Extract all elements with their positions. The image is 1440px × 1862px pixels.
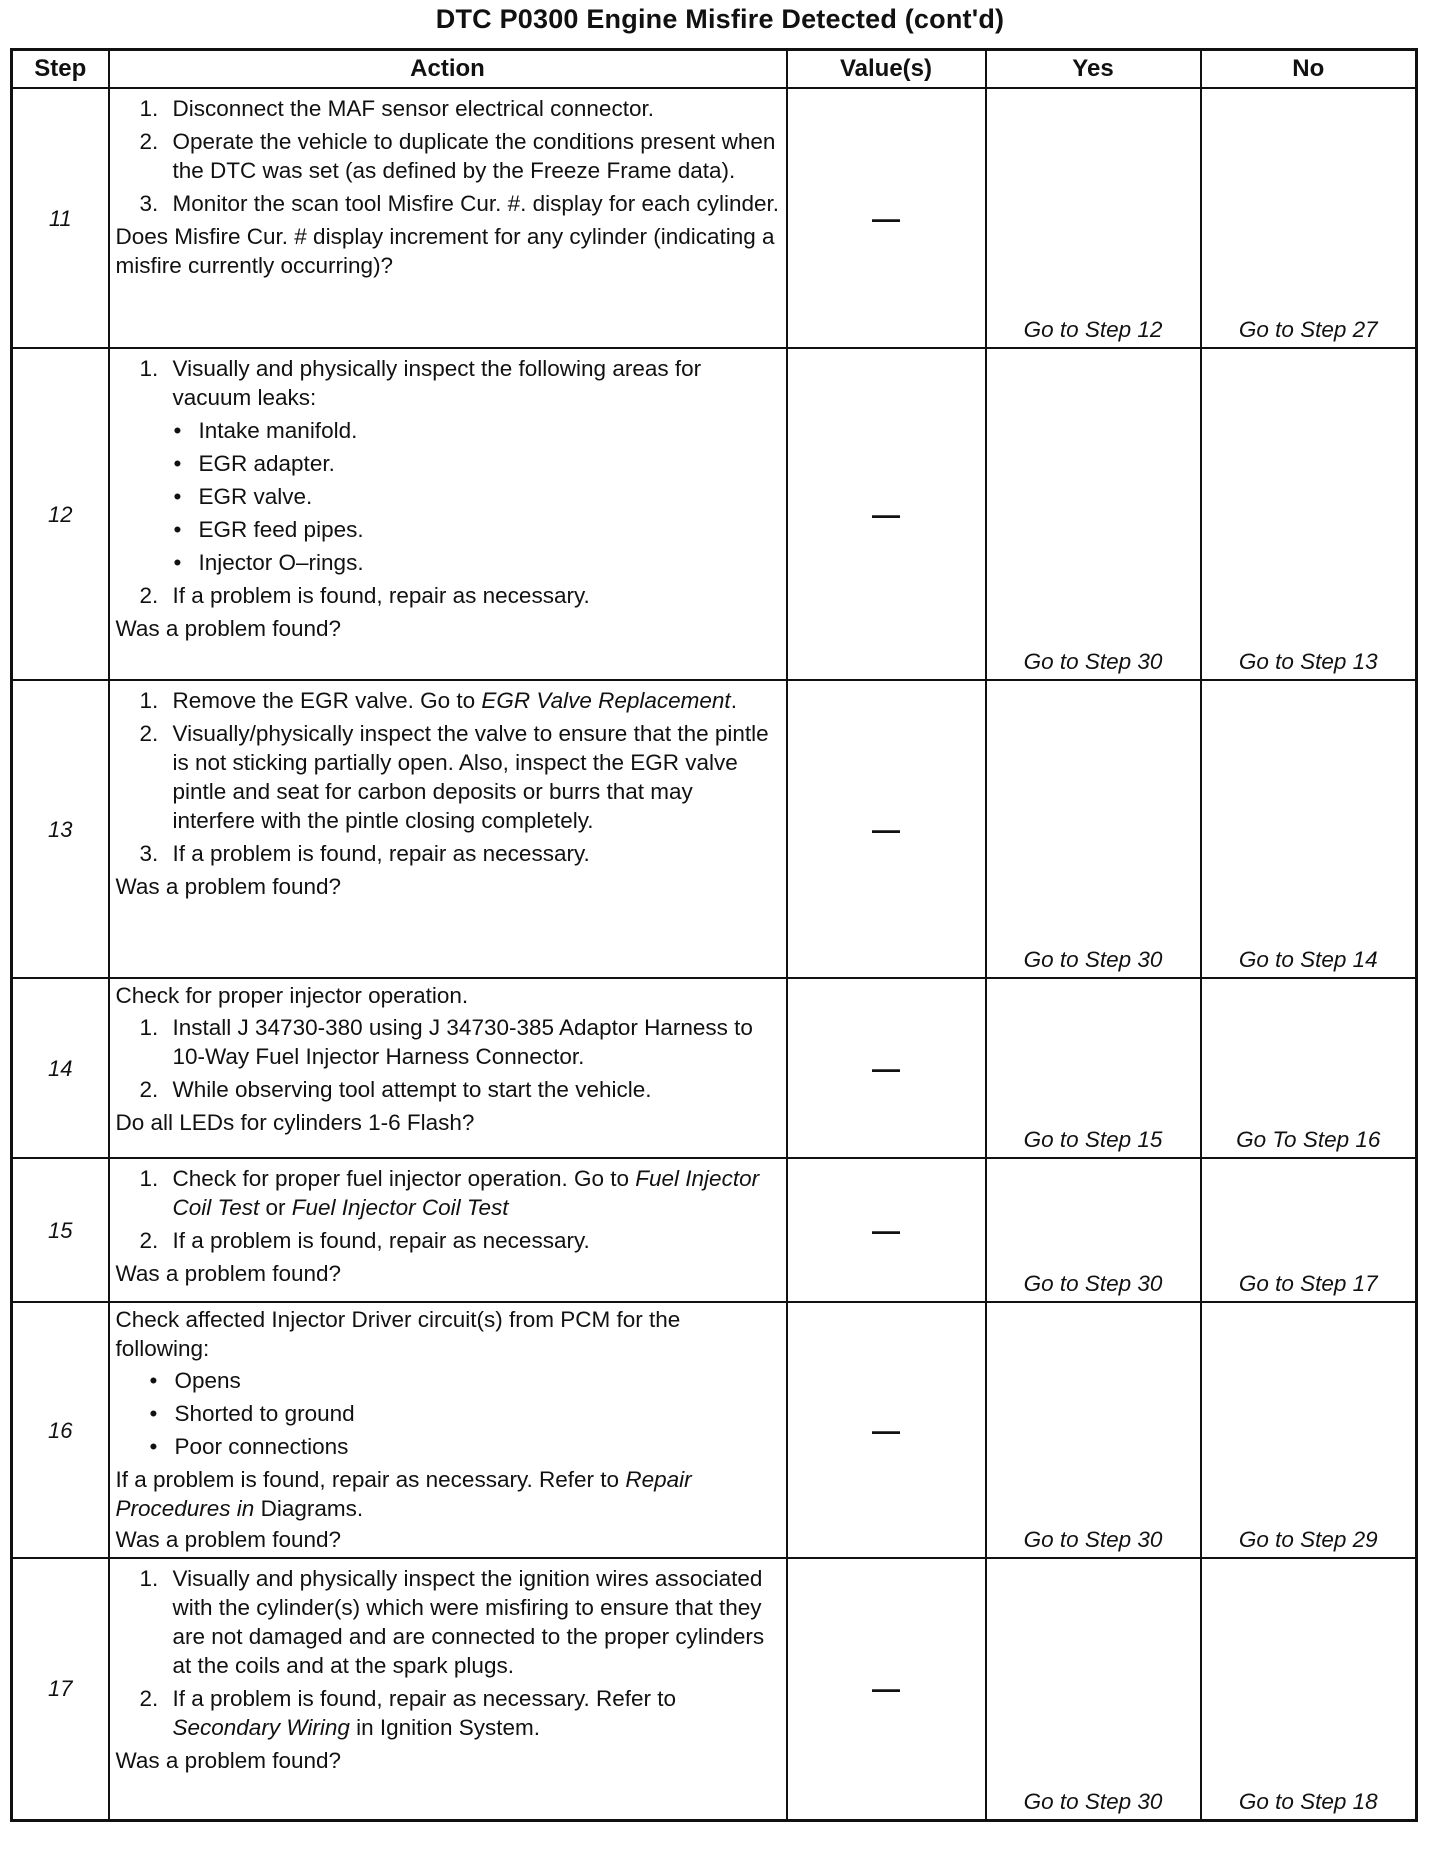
diagnostic-table xyxy=(10,48,1418,1822)
action-item: If a problem is found, repair as necessary. xyxy=(172,1228,590,1253)
page-title: DTC P0300 Engine Misfire Detected (cont'd) xyxy=(435,4,1005,34)
action-cell: 1. Visually and physically inspect the ignition wires associated with the cylinder(s) which were misfiring to ensure that they are not damaged and are connected to the proper cylinders at the coils and at the spark plugs. 2. If a problem is found, repair as necessary. Refer to Secondary Wiring in Ignition System. Was a problem found? xyxy=(109,1558,787,1820)
header-row xyxy=(12,50,1417,89)
bullet-item: Poor connections xyxy=(174,1434,349,1459)
yes-goto: Go to Step 30 xyxy=(986,1302,1201,1558)
value-cell: — xyxy=(787,978,986,1158)
question: Do all LEDs for cylinders 1-6 Flash? xyxy=(115,1110,475,1135)
bullet-item: Injector O–rings. xyxy=(198,550,364,575)
bullet-item: EGR adapter. xyxy=(198,451,335,476)
value-cell: — xyxy=(787,348,986,680)
step-row-11 xyxy=(12,88,1417,348)
yes-goto: Go to Step 30 xyxy=(986,1158,1201,1302)
no-goto: Go to Step 29 xyxy=(1201,1302,1417,1558)
step-number: 15 xyxy=(12,1158,109,1302)
question: Was a problem found? xyxy=(115,1748,342,1773)
question: Was a problem found? xyxy=(115,874,342,899)
step-number: 17 xyxy=(12,1558,109,1820)
step-number: 13 xyxy=(12,680,109,978)
no-goto: Go to Step 17 xyxy=(1201,1158,1417,1302)
step-row-14 xyxy=(12,978,1417,1158)
value-cell: — xyxy=(787,1158,986,1302)
action-item: If a problem is found, repair as necessary. xyxy=(172,841,590,866)
no-goto: Go to Step 27 xyxy=(1201,88,1417,348)
yes-goto: Go to Step 30 xyxy=(986,1558,1201,1820)
step-number: 11 xyxy=(12,88,109,348)
value-cell: — xyxy=(787,680,986,978)
step-row-17 xyxy=(12,1558,1417,1820)
action-item: Disconnect the MAF sensor electrical connector. xyxy=(172,96,654,121)
step-number: 12 xyxy=(12,348,109,680)
manual-reference: EGR Valve Replacement xyxy=(481,688,731,713)
question: Was a problem found? xyxy=(115,1261,342,1286)
action-intro: Check affected Injector Driver circuit(s) from PCM for the following: xyxy=(115,1307,681,1361)
question: Was a problem found? xyxy=(115,1527,342,1552)
action-cell: 1. Remove the EGR valve. Go to EGR Valve Replacement. 2. Visually/physically inspect the valve to ensure that the pintle is not sticking partially open. Also, inspect the EGR valve pintle and seat for carbon deposits or burrs that may interfere with the pintle closing completely. 3. If a problem is found, repair as necessary. Was a problem found? xyxy=(109,680,787,978)
action-item: While observing tool attempt to start the vehicle. xyxy=(172,1077,652,1102)
question: Was a problem found? xyxy=(115,616,342,641)
manual-reference: Secondary Wiring xyxy=(172,1715,350,1740)
action-item: If a problem is found, repair as necessary. Refer to xyxy=(172,1686,677,1711)
step-row-16 xyxy=(12,1302,1417,1558)
action-item: Visually and physically inspect the following areas for vacuum leaks: xyxy=(172,356,702,410)
header-step: Step xyxy=(12,50,109,89)
header-action: Action xyxy=(109,50,787,89)
manual-section: Diagrams. xyxy=(260,1496,364,1521)
action-cell: 1. Check for proper fuel injector operation. Go to Fuel Injector Coil Test or Fuel Injector Coil Test 2. If a problem is found, repair as necessary. Was a problem found? xyxy=(109,1158,787,1302)
action-cell: Check affected Injector Driver circuit(s) from PCM for the following: • Opens • Shorted to ground • Poor connections If a problem is found, repair as necessary. Refer to Repair Procedures in Diagrams. Was a problem found? xyxy=(109,1302,787,1558)
manual-reference: Repair Procedures in xyxy=(115,1467,692,1521)
yes-goto: Go to Step 30 xyxy=(986,348,1201,680)
header-no: No xyxy=(1201,50,1417,89)
action-item: Remove the EGR valve. Go to xyxy=(172,688,476,713)
action-cell: 1. Visually and physically inspect the following areas for vacuum leaks: • Intake manifold. • EGR adapter. • EGR valve. • EGR feed pipes. • Injector O–rings. 2. If a problem is found, repair as necessary. Was a problem found? xyxy=(109,348,787,680)
action-item: Operate the vehicle to duplicate the conditions present when the DTC was set (as defined by the Freeze Frame data). xyxy=(172,129,776,183)
action-intro: Check for proper injector operation. xyxy=(115,983,469,1008)
bullet-item: Shorted to ground xyxy=(174,1401,355,1426)
bullet-item: Opens xyxy=(174,1368,241,1393)
manual-reference: Fuel Injector Coil Test xyxy=(291,1195,509,1220)
action-item: If a problem is found, repair as necessary. xyxy=(172,583,590,608)
header-values: Value(s) xyxy=(787,50,986,89)
conjunction: or xyxy=(265,1195,286,1220)
step-row-13 xyxy=(12,680,1417,978)
manual-section: in Ignition System. xyxy=(356,1715,540,1740)
yes-goto: Go to Step 15 xyxy=(986,978,1201,1158)
bullet-item: Intake manifold. xyxy=(198,418,358,443)
manual-reference: Fuel Injector Coil Test xyxy=(172,1166,760,1220)
bullet-item: EGR valve. xyxy=(198,484,313,509)
action-cell: Check for proper injector operation. 1. Install J 34730-380 using J 34730-385 Adaptor Harness to 10-Way Fuel Injector Harness Connector. 2. While observing tool attempt to start the vehicle. Do all LEDs for cylinders 1-6 Flash? xyxy=(109,978,787,1158)
no-goto: Go to Step 13 xyxy=(1201,348,1417,680)
step-number: 14 xyxy=(12,978,109,1158)
no-goto: Go to Step 18 xyxy=(1201,1558,1417,1820)
action-item: Monitor the scan tool Misfire Cur. #. display for each cylinder. xyxy=(172,191,780,216)
header-yes: Yes xyxy=(986,50,1201,89)
action-cell: 1. Disconnect the MAF sensor electrical connector. 2. Operate the vehicle to duplicate the conditions present when the DTC was set (as defined by the Freeze Frame data). 3. Monitor the scan tool Misfire Cur. #. display for each cylinder. Does Misfire Cur. # display increment for any cylinder (indicating a misfire currently occurring)? xyxy=(109,88,787,348)
step-row-12 xyxy=(12,348,1417,680)
action-item: Visually and physically inspect the ignition wires associated with the cylinder(s) which were misfiring to ensure that they are not damaged and are connected to the proper cylinders at the coils and at the spark plugs. xyxy=(172,1566,765,1678)
step-row-15 xyxy=(12,1158,1417,1302)
yes-goto: Go to Step 12 xyxy=(986,88,1201,348)
bullet-item: EGR feed pipes. xyxy=(198,517,364,542)
step-number: 16 xyxy=(12,1302,109,1558)
no-goto: Go To Step 16 xyxy=(1201,978,1417,1158)
value-cell: — xyxy=(787,1302,986,1558)
action-item: Visually/physically inspect the valve to ensure that the pintle is not sticking partially open. Also, inspect the EGR valve pintle and seat for carbon deposits or burrs that may interfere with the pintle closing completely. xyxy=(172,721,769,833)
yes-goto: Go to Step 30 xyxy=(986,680,1201,978)
no-goto: Go to Step 14 xyxy=(1201,680,1417,978)
value-cell: — xyxy=(787,1558,986,1820)
value-cell: — xyxy=(787,88,986,348)
repair-note: If a problem is found, repair as necessary. Refer to xyxy=(115,1467,620,1492)
action-item: Install J 34730-380 using J 34730-385 Adaptor Harness to 10-Way Fuel Injector Harness Connector. xyxy=(172,1015,753,1069)
action-item: Check for proper fuel injector operation. Go to xyxy=(172,1166,629,1191)
question: Does Misfire Cur. # display increment for any cylinder (indicating a misfire currently occurring)? xyxy=(115,224,775,278)
